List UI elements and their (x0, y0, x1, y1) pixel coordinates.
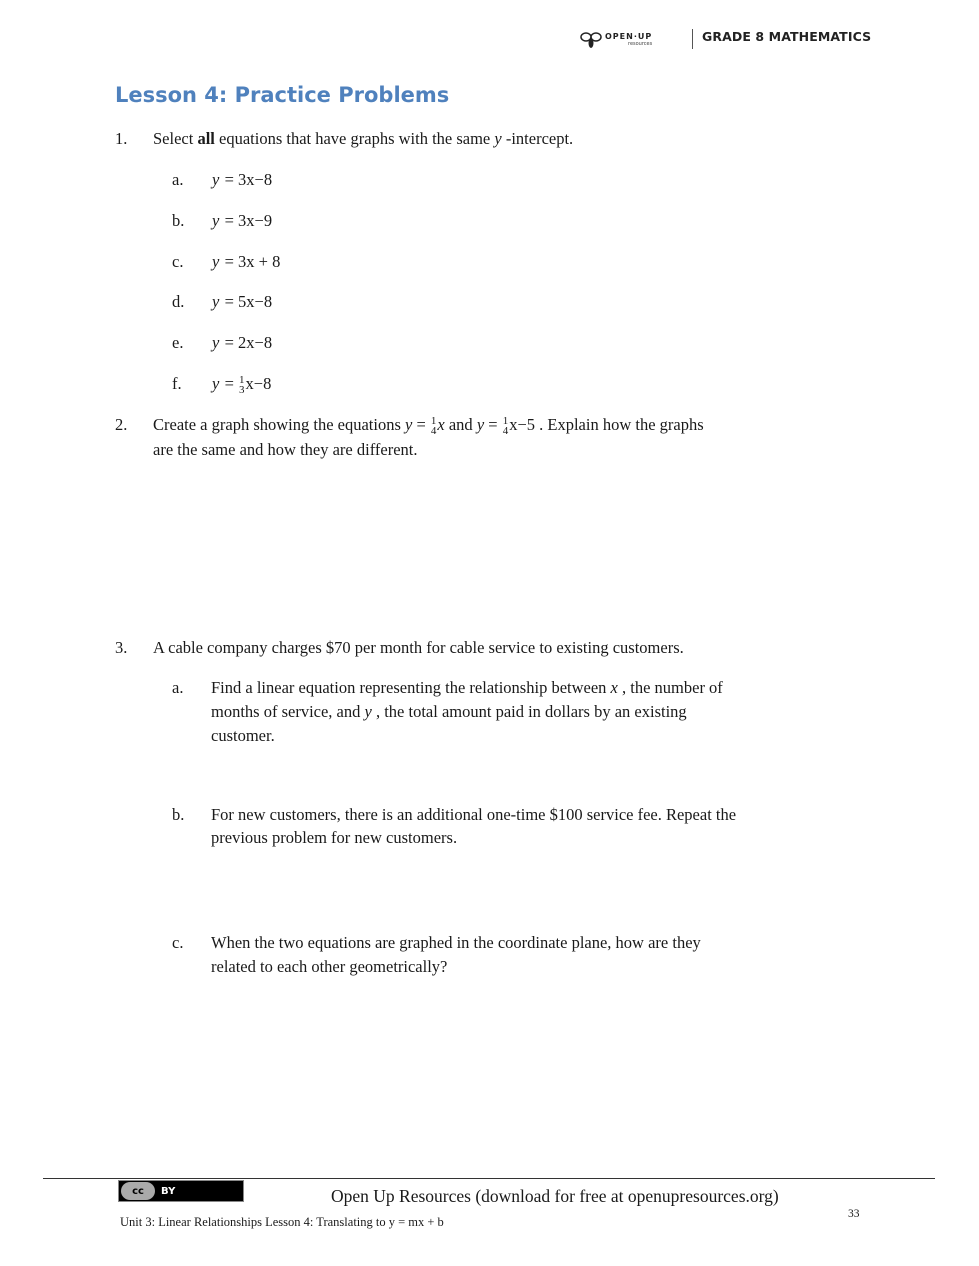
fraction-numerator: 1 (502, 415, 509, 428)
choice-lhs: y (212, 252, 220, 271)
p2-text: Create a graph showing the equations (153, 415, 406, 434)
p1-bold: all (197, 129, 215, 148)
choice-rhs: = 3x + 8 (224, 252, 281, 271)
open-up-logo (580, 28, 652, 52)
p1-var: y (494, 129, 502, 148)
problem-3b-label: b. (172, 805, 185, 824)
problem-1-prompt (153, 127, 573, 151)
choice-tail: x−8 (245, 374, 272, 393)
problem-3c-label: c. (172, 933, 184, 952)
cc-label: cc (132, 1185, 144, 1197)
problem-2-number: 2. (115, 415, 128, 434)
p2-eq1-lhs: y (405, 415, 413, 434)
choice-a-label: a. (172, 170, 184, 189)
p3a-text-2-after: , the total amount paid in dollars by an existing (371, 702, 687, 721)
p1-text: Select (153, 129, 198, 148)
problem-3b-line-2: previous problem for new customers. (211, 828, 458, 847)
problem-2-line-2: are the same and how they are different. (153, 440, 418, 459)
choice-rhs: = 3x−8 (224, 170, 273, 189)
cc-by-license-badge (118, 1180, 244, 1202)
choice-lhs: y (212, 374, 220, 393)
choice-rhs: = 2x−8 (224, 333, 273, 352)
choice-b-label: b. (172, 211, 185, 230)
fraction (431, 416, 437, 436)
choice-c-label: c. (172, 252, 184, 271)
fraction-numerator: 1 (430, 415, 437, 428)
problem-3a-line-3: customer. (211, 726, 275, 745)
fraction (503, 416, 509, 436)
choice-rhs: = 5x−8 (224, 292, 273, 311)
problem-2-line-1 (153, 413, 704, 437)
p2-and: and (444, 415, 477, 434)
bee-logo-icon (580, 29, 602, 51)
choice-c-equation (212, 250, 280, 274)
p2-eq1-equals: = (412, 415, 430, 434)
p3a-text: Find a linear equation representing the relationship between (211, 678, 611, 697)
choice-d-label: d. (172, 292, 185, 311)
grade-label: GRADE 8 MATHEMATICS (702, 29, 872, 44)
problem-3a-line-1 (211, 676, 723, 700)
page-title: Lesson 4: Practice Problems (115, 83, 450, 107)
footer-unit-info: Unit 3: Linear Relationships Lesson 4: Translating to y = mx + b (120, 1215, 444, 1229)
choice-e-label: e. (172, 333, 184, 352)
logo-text: OPEN·UP (605, 32, 653, 41)
p3a-var-y: y (364, 702, 372, 721)
p1-text-after: -intercept. (501, 129, 574, 148)
p2-eq2-tail: x−5 (509, 415, 536, 434)
choice-lhs: y (212, 292, 220, 311)
choice-e-equation (212, 331, 272, 355)
problem-3c-line-2: related to each other geometrically? (211, 957, 448, 976)
problem-3a-line-2 (211, 700, 687, 724)
choice-f-equation (212, 372, 271, 396)
choice-d-equation (212, 290, 272, 314)
p3a-var-x: x (610, 678, 618, 697)
footer-attribution: Open Up Resources (download for free at openupresources.org) (331, 1186, 779, 1206)
problem-1-number: 1. (115, 129, 128, 148)
fraction-denominator: 3 (239, 383, 245, 396)
logo-subtext: resources (628, 41, 653, 47)
header-divider (692, 29, 693, 49)
fraction-numerator: 1 (239, 373, 245, 386)
problem-3c-line-1: When the two equations are graphed in the coordinate plane, how are they (211, 933, 701, 952)
fraction-denominator: 4 (430, 425, 437, 438)
choice-f-label: f. (172, 374, 182, 393)
choice-b-equation (212, 209, 272, 233)
cc-by-label: BY (161, 1185, 176, 1197)
p1-text-mid: equations that have graphs with the same (214, 129, 495, 148)
page-number: 33 (848, 1208, 860, 1220)
choice-rhs: = 3x−9 (224, 211, 273, 230)
choice-lhs: y (212, 333, 220, 352)
choice-rhs: = (224, 374, 239, 393)
p3a-text-2: months of service, and (211, 702, 365, 721)
choice-lhs: y (212, 211, 220, 230)
problem-3a-label: a. (172, 678, 184, 697)
fraction (239, 375, 245, 395)
choice-lhs: y (212, 170, 220, 189)
choice-a-equation (212, 168, 272, 192)
p2-eq1-tail: x (437, 415, 445, 434)
cc-icon (121, 1182, 155, 1200)
p2-text-2: . Explain how the graphs (535, 415, 704, 434)
p3a-text-after: , the number of (617, 678, 723, 697)
problem-3-number: 3. (115, 638, 128, 657)
problem-3b-line-1: For new customers, there is an additional one-time $100 service fee. Repeat the (211, 805, 737, 824)
fraction-denominator: 4 (502, 425, 509, 438)
p2-eq2-lhs: y (476, 415, 485, 434)
p2-eq2-equals: = (484, 415, 502, 434)
footer-rule (43, 1178, 935, 1179)
problem-3-prompt: A cable company charges $70 per month for cable service to existing customers. (153, 638, 684, 657)
